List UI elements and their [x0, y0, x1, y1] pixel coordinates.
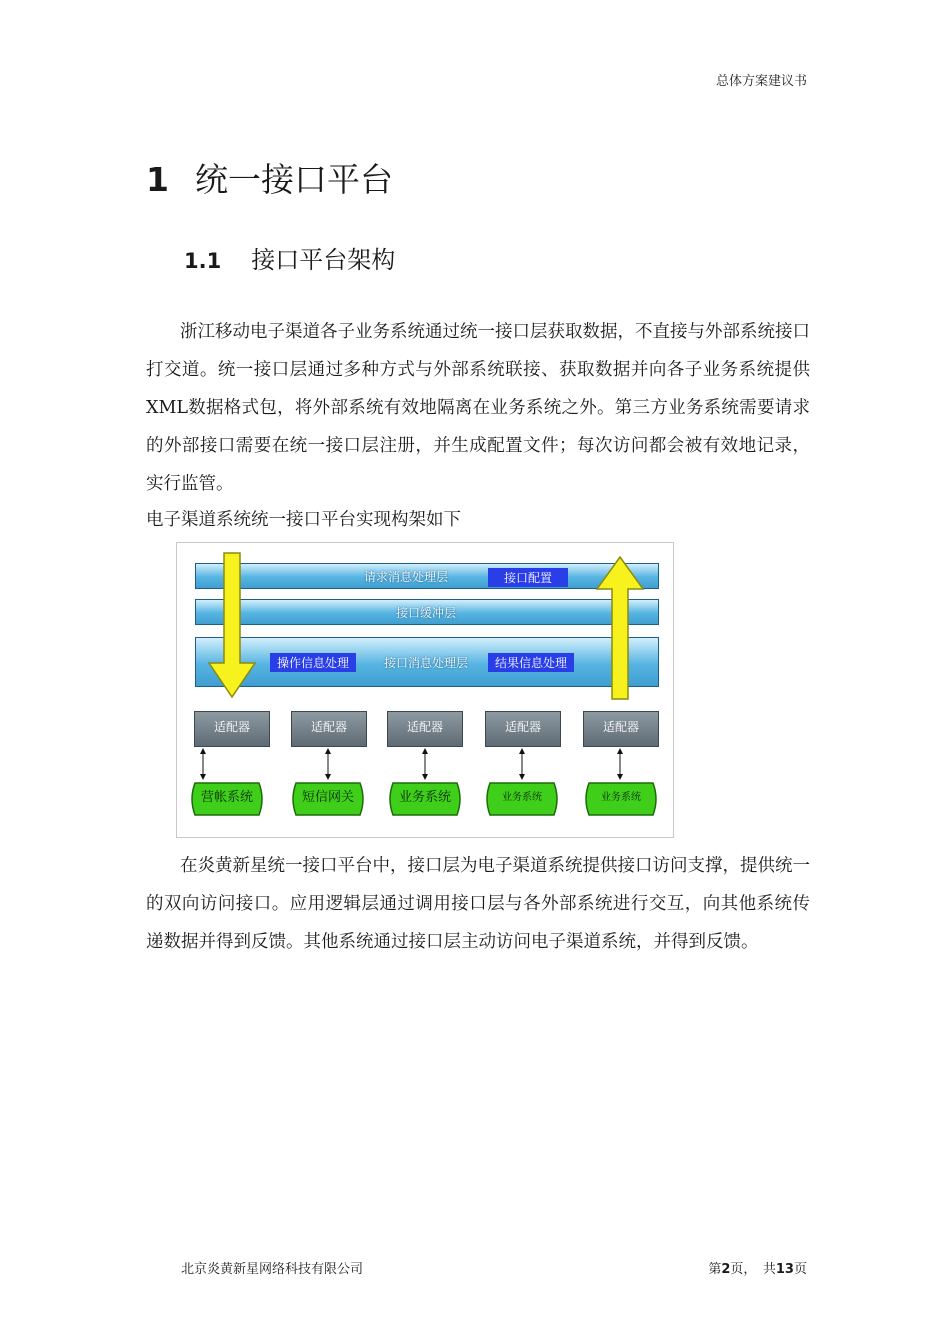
system-block [290, 781, 366, 817]
subsection-heading [184, 240, 395, 275]
page-total: 13 [775, 1262, 794, 1277]
system-label: 业务系统 [601, 792, 641, 803]
page-prefix: 第 [708, 1262, 722, 1277]
double-arrow-icon [517, 748, 527, 780]
request-message-layer [195, 563, 659, 589]
adapter-box: 适配器 [583, 711, 659, 747]
footer-page-number [708, 1258, 807, 1277]
page-mid: 页， 共 [730, 1262, 776, 1277]
system-label: 业务系统 [502, 792, 542, 803]
interface-message-layer [195, 637, 659, 687]
subsection-title: 接口平台架构 [251, 246, 396, 274]
architecture-diagram [176, 542, 674, 838]
adapter-box: 适配器 [485, 711, 561, 747]
adapter-box: 适配器 [194, 711, 270, 747]
system-block [484, 781, 560, 817]
header-title: 总体方案建议书 [715, 74, 807, 89]
adapter-box: 适配器 [387, 711, 463, 747]
double-arrow-icon [420, 748, 430, 780]
system-block [189, 781, 265, 817]
up-arrow-icon [595, 555, 645, 701]
paragraph-intro: 浙江移动电子渠道各子业务系统通过统一接口层获取数据，不直接与外部系统接口打交道。统一接口层通过多种方式与外部系统联接、获取数据并向各子业务系统提供XML数据格式包，将外部系统有效地隔离在业务系统之外。第三方业务系统需要请求的外部接口需要在统一接口层注册，并生成配置文件；每次访问都会被有效地记录，实行监管。 [146, 322, 810, 494]
page-current: 2 [721, 1262, 731, 1277]
section-heading [146, 154, 393, 201]
system-block [583, 781, 659, 817]
double-arrow-icon [323, 748, 333, 780]
section-number: 1 [146, 160, 169, 199]
interface-config-pill: 接口配置 [488, 568, 568, 587]
system-label: 业务系统 [398, 790, 451, 805]
system-label: 短信网关 [301, 790, 354, 805]
down-arrow-icon [207, 551, 257, 699]
interface-buffer-layer [195, 599, 659, 625]
footer-company: 北京炎黄新星网络科技有限公司 [181, 1262, 364, 1277]
operation-info-pill: 操作信息处理 [270, 653, 356, 672]
figure-caption: 电子渠道系统统一接口平台实现构架如下 [146, 510, 461, 530]
system-block [387, 781, 463, 817]
subsection-number: 1.1 [184, 249, 222, 273]
interface-message-layer-label: 接口消息处理层 [383, 656, 469, 670]
interface-buffer-layer-label: 接口缓冲层 [395, 606, 457, 620]
system-label: 营帐系统 [200, 790, 253, 805]
result-info-pill: 结果信息处理 [488, 653, 574, 672]
page-suffix: 页 [793, 1262, 807, 1277]
double-arrow-icon [615, 748, 625, 780]
double-arrow-icon [198, 748, 208, 780]
paragraph-summary: 在炎黄新星统一接口平台中，接口层为电子渠道系统提供接口访问支撑，提供统一的双向访问接口。应用逻辑层通过调用接口层与各外部系统进行交互，向其他系统传递数据并得到反馈。其他系统通过接口层主动访问电子渠道系统，并得到反馈。 [146, 856, 810, 952]
request-message-layer-label: 请求消息处理层 [363, 570, 449, 584]
adapter-box: 适配器 [291, 711, 367, 747]
section-title: 统一接口平台 [194, 160, 393, 199]
